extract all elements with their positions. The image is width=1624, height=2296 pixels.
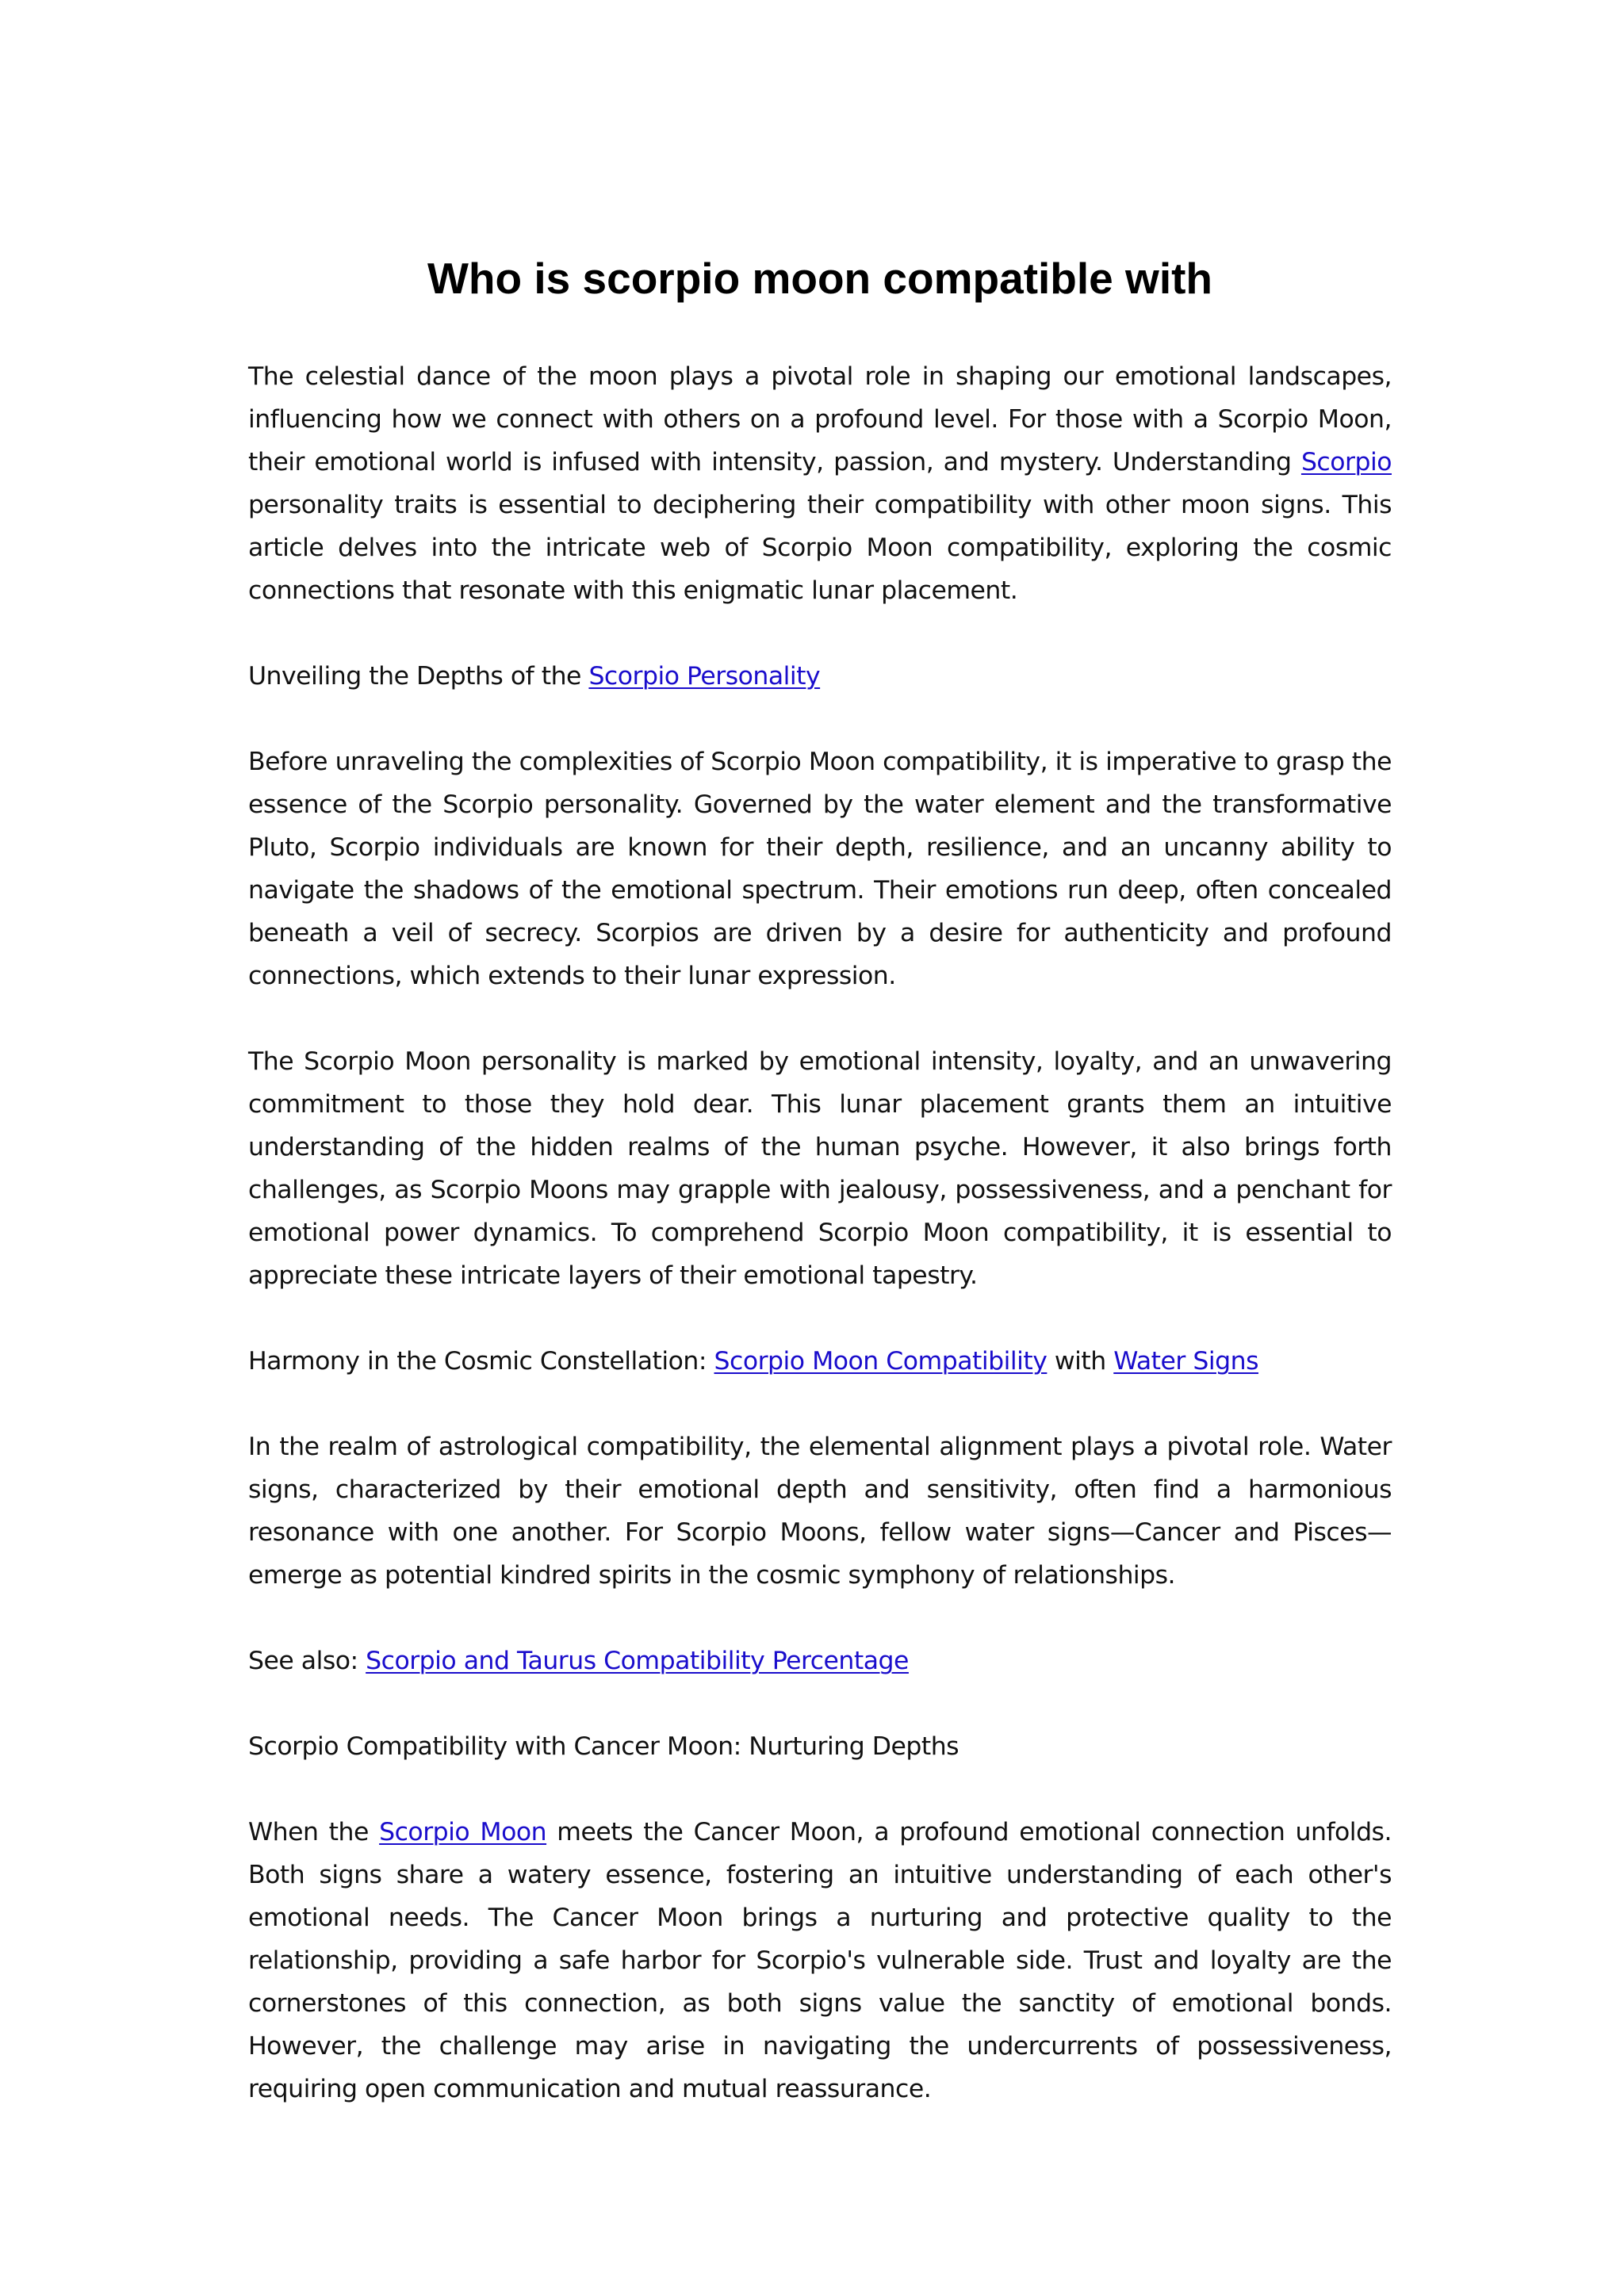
water-signs-paragraph: In the realm of astrological compatibility, the elemental alignment plays a pivotal role. Water signs, characterized by their emotional depth and sensitivity, often find a harmonious resonance with one another. For Scorpio Moons, fellow water signs—Cancer and Pisces—emerge as potential kindred spirits in the cosmic symphony of relationships.: [248, 1433, 1392, 1590]
taurus-compatibility-link[interactable]: Scorpio and Taurus Compatibility Percentage: [366, 1647, 909, 1675]
see-also: [248, 1640, 1392, 1682]
intro-text-start: The celestial dance of the moon plays a pivotal role in shaping our emotional landscapes, influencing how we connect with others on a profound level. For those with a Scorpio Moon, their emotional world is infused with intensity, passion, and mystery. Understanding: [248, 362, 1392, 476]
scorpio-moon-paragraph: The Scorpio Moon personality is marked by emotional intensity, loyalty, and an unwavering commitment to those they hold dear. This lunar placement grants them an intuitive understanding of the hidden realms of the human psyche. However, it also brings forth challenges, as Scorpio Moons may grapple with jealousy, possessiveness, and a penchant for emotional power dynamics. To comprehend Scorpio Moon compatibility, it is essential to appreciate these intricate layers of their emotional tapestry.: [248, 1047, 1392, 1290]
scorpio-personality-link[interactable]: Scorpio Personality: [588, 662, 821, 691]
page-title: Who is scorpio moon compatible with: [427, 254, 1213, 303]
water-signs-link[interactable]: Water Signs: [1113, 1347, 1258, 1376]
section-heading-personality: [248, 655, 1392, 698]
scorpio-moon-compatibility-link[interactable]: Scorpio Moon Compatibility: [714, 1347, 1048, 1376]
cancer-text-end: meets the Cancer Moon, a profound emotional connection unfolds. Both signs share a watery essence, fostering an intuitive understanding of each other's emotional needs. The Cancer Moon brings a nurturing and protective quality to the relationship, providing a safe harbor for Scorpio's vulnerable side. Trust and loyalty are the cornerstones of this connection, as both signs value the sanctity of emotional bonds. However, the challenge may arise in navigating the undercurrents of possessiveness, requiring open communication and mutual reassurance.: [248, 1818, 1392, 2103]
cancer-text-start: When the: [248, 1818, 380, 1846]
heading-text: Unveiling the Depths of the: [248, 662, 589, 691]
section-heading-cancer: Scorpio Compatibility with Cancer Moon: Nurturing Depths: [248, 1732, 959, 1761]
section-heading-water-signs: [248, 1340, 1392, 1383]
intro-text-end: personality traits is essential to deciphering their compatibility with other moon signs. This article delves into the intricate web of Scorpio Moon compatibility, exploring the cosmic connections that resonate with this enigmatic lunar placement.: [248, 491, 1392, 605]
heading-text: Harmony in the Cosmic Constellation:: [248, 1347, 714, 1376]
personality-paragraph: Before unraveling the complexities of Scorpio Moon compatibility, it is imperative to grasp the essence of the Scorpio personality. Governed by the water element and the transformative Pluto, Scorpio individuals are known for their depth, resilience, and an uncanny ability to navigate the shadows of the emotional spectrum. Their emotions run deep, often concealed beneath a veil of secrecy. Scorpios are driven by a desire for authenticity and profound connections, which extends to their lunar expression.: [248, 748, 1392, 990]
intro-paragraph: [248, 355, 1392, 612]
heading-text-middle: with: [1047, 1347, 1114, 1376]
scorpio-link[interactable]: Scorpio: [1300, 448, 1392, 476]
scorpio-moon-link[interactable]: Scorpio Moon: [379, 1818, 547, 1846]
cancer-moon-paragraph: [248, 1811, 1392, 2110]
document-page: [248, 247, 1392, 2153]
see-also-label: See also:: [248, 1647, 366, 1675]
